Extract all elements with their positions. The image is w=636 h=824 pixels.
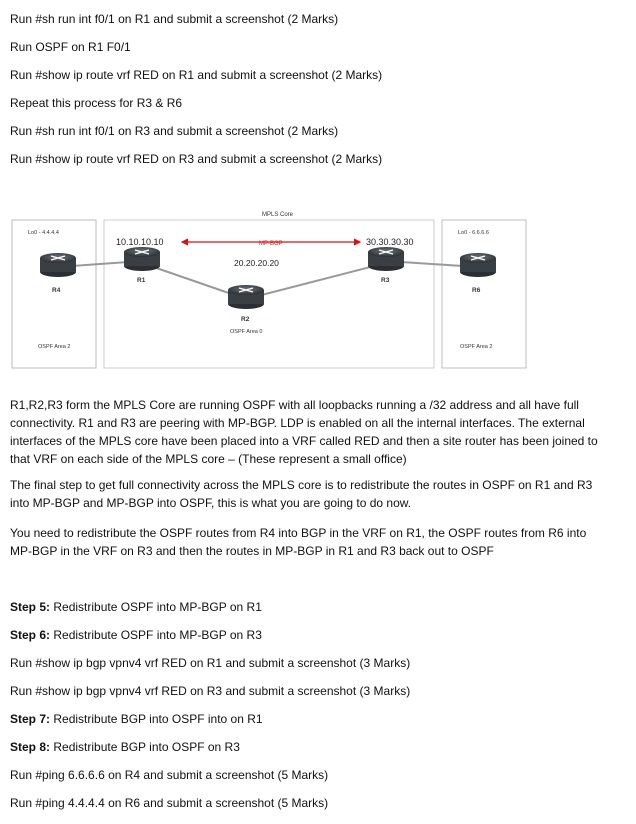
r4-label: R4: [52, 287, 61, 294]
r3-label: R3: [381, 277, 390, 284]
loopback-left-label: Lo0 - 4.4.4.4: [28, 230, 59, 236]
r2-label: R2: [241, 316, 250, 323]
link-r2-r3: [246, 263, 386, 299]
step-line: [10, 600, 262, 615]
step-line: [10, 740, 240, 755]
router-r4-icon: [40, 253, 76, 277]
instruction-line: Repeat this process for R3 & R6: [10, 96, 183, 110]
step-label: Step 7:: [10, 712, 51, 726]
step-line: [10, 768, 328, 783]
mp-bgp-label: MP-BGP: [259, 241, 283, 247]
step-text: Run #ping 6.6.6.6 on R4 and submit a screenshot (5 Marks): [10, 768, 329, 782]
router-r6-icon: [460, 253, 496, 277]
ospf-area2-left-label: OSPF Area 2: [38, 344, 71, 350]
description-paragraph: The final step to get full connectivity across the MPLS core is to redistribute the routes in OSPF on R1 and R3 into MP-BGP and MP-BGP into OSPF, this is what you are going to do now.: [10, 478, 593, 510]
step-label: Step 5:: [10, 600, 51, 614]
step-text: Redistribute BGP into OSPF on R3: [50, 740, 240, 754]
step-line: [10, 712, 263, 727]
network-topology-diagram: [10, 200, 622, 375]
r3-address-label: 30.30.30.30: [366, 237, 414, 247]
instruction-line: Run #sh run int f0/1 on R3 and submit a screenshot (2 Marks): [10, 124, 339, 138]
router-r3-icon: [368, 247, 404, 271]
r1-address-label: 10.10.10.10: [116, 237, 164, 247]
instruction-line: Run OSPF on R1 F0/1: [10, 40, 131, 54]
loopback-right-label: Lo0 - 6.6.6.6: [458, 230, 489, 236]
step-text: Redistribute BGP into OSPF into on R1: [50, 712, 263, 726]
step-line: [10, 684, 410, 699]
step-text: Run #show ip bgp vpnv4 vrf RED on R1 and submit a screenshot (3 Marks): [10, 656, 411, 670]
step-text: Redistribute OSPF into MP-BGP on R3: [50, 628, 262, 642]
r1-label: R1: [137, 277, 146, 284]
router-r2-icon: [228, 285, 264, 309]
instruction-line: Run #show ip route vrf RED on R3 and submit a screenshot (2 Marks): [10, 152, 383, 166]
step-text: Redistribute OSPF into MP-BGP on R1: [50, 600, 262, 614]
instruction-line: Run #sh run int f0/1 on R1 and submit a screenshot (2 Marks): [10, 12, 339, 26]
step-line: [10, 628, 262, 643]
step-text: Run #ping 4.4.4.4 on R6 and submit a screenshot (5 Marks): [10, 796, 329, 810]
mpls-core-label: MPLS Core: [262, 212, 294, 218]
description-paragraph: R1,R2,R3 form the MPLS Core are running OSPF with all loopbacks running a /32 address and all have full connectivity. R1 and R3 are peering with MP-BGP. LDP is enabled on all the internal interfaces. The external interfaces of the MPLS core have been placed into a VRF called RED and then a site router has been joined to that VRF on each side of the MPLS core – (These represent a small office): [10, 398, 598, 466]
step-label: Step 8:: [10, 740, 51, 754]
r2-address-label: 20.20.20.20: [234, 258, 279, 268]
router-r1-icon: [124, 247, 160, 271]
ospf-area2-right-label: OSPF Area 2: [460, 344, 493, 350]
description-paragraph: You need to redistribute the OSPF routes from R4 into BGP in the VRF on R1, the OSPF routes from R6 into MP-BGP in the VRF on R3 and then the routes in MP-BGP in R1 and R3 back out to OSPF: [10, 526, 587, 558]
step-label: Step 6:: [10, 628, 51, 642]
step-line: [10, 796, 328, 811]
step-line: [10, 656, 410, 671]
r6-label: R6: [472, 287, 481, 294]
ospf-area0-label: OSPF Area 0: [230, 329, 263, 335]
step-text: Run #show ip bgp vpnv4 vrf RED on R3 and submit a screenshot (3 Marks): [10, 684, 411, 698]
instruction-line: Run #show ip route vrf RED on R1 and submit a screenshot (2 Marks): [10, 68, 383, 82]
